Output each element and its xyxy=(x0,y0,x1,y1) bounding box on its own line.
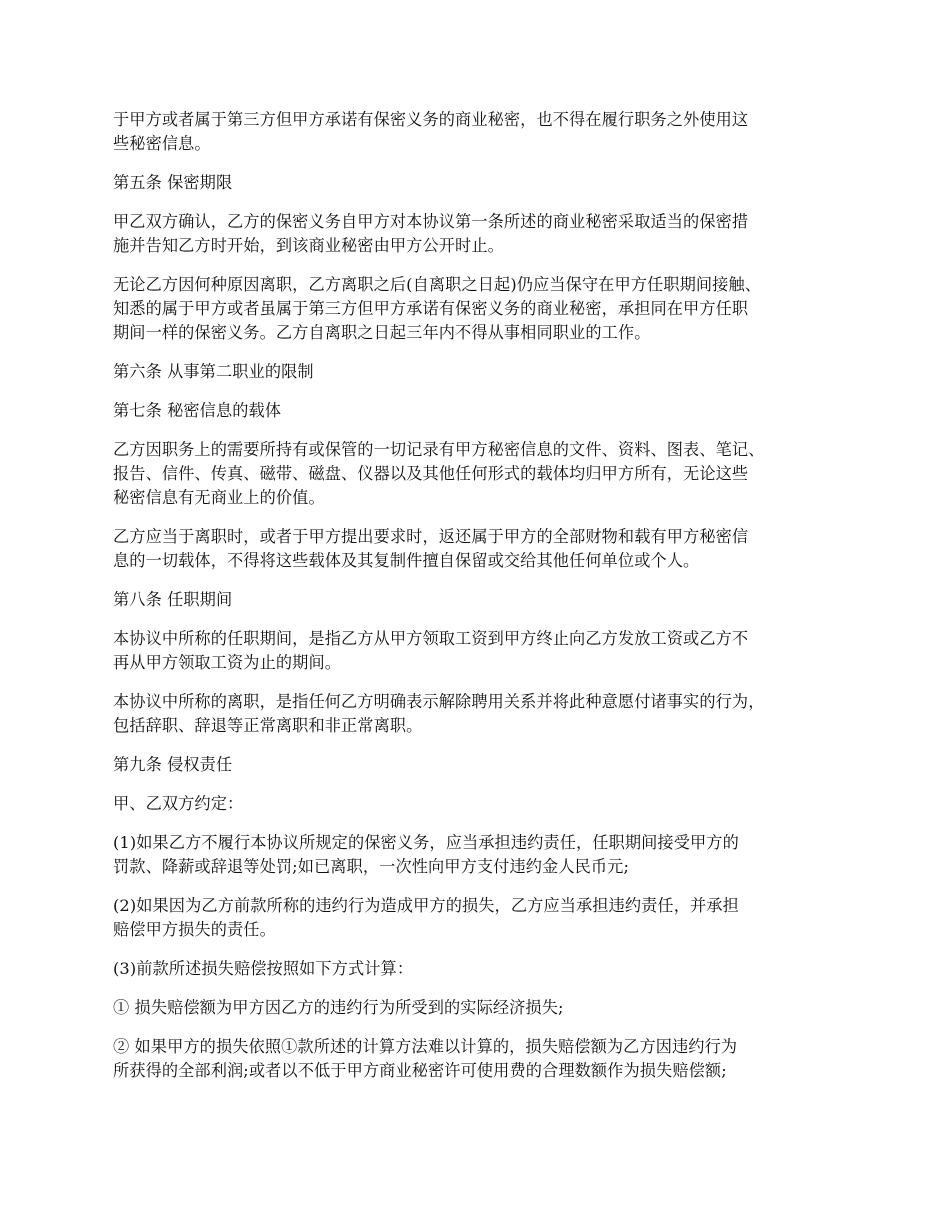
text-line: (1)如果乙方不履行本协议所规定的保密义务，应当承担违约责任，任职期间接受甲方的 xyxy=(113,833,739,852)
text-line: 第七条 秘密信息的载体 xyxy=(113,401,282,420)
sub-clause-actual-loss xyxy=(113,996,841,1020)
clause-2-loss-liability xyxy=(113,894,841,942)
text-line: 第五条 保密期限 xyxy=(113,173,233,192)
clause-3-calculation xyxy=(113,957,841,981)
paragraph-departure-definition xyxy=(113,690,841,738)
heading-article-7 xyxy=(113,399,841,423)
text-line: 包括辞职、辞退等正常离职和非正常离职。 xyxy=(113,716,423,735)
text-line: 甲乙双方确认，乙方的保密义务自甲方对本协议第一条所述的商业秘密采取适当的保密措 xyxy=(113,212,749,231)
text-line: 些秘密信息。 xyxy=(113,134,211,153)
text-line: 无论乙方因何种原因离职，乙方离职之后(自离职之日起)仍应当保守在甲方任职期间接触、 xyxy=(113,275,762,294)
heading-article-5 xyxy=(113,171,841,195)
paragraph-post-departure-duty xyxy=(113,273,841,345)
text-line: 所获得的全部利润;或者以不低于甲方商业秘密许可使用费的合理数额作为损失赔偿额; xyxy=(113,1061,727,1080)
text-line: 施并告知乙方时开始，到该商业秘密由甲方公开时止。 xyxy=(113,236,504,255)
text-line: 甲、乙双方约定： xyxy=(113,794,244,813)
text-line: (2)如果因为乙方前款所称的违约行为造成甲方的损失，乙方应当承担违约责任，并承担 xyxy=(113,896,739,915)
paragraph-confidentiality-start xyxy=(113,210,841,258)
text-line: 息的一切载体，不得将这些载体及其复制件擅自保留或交给其他任何单位或个人。 xyxy=(113,551,700,570)
heading-article-6 xyxy=(113,360,841,384)
heading-article-8 xyxy=(113,588,841,612)
text-line: 本协议中所称的离职，是指任何乙方明确表示解除聘用关系并将此种意愿付诸事实的行为， xyxy=(113,692,765,711)
text-line: 期间一样的保密义务。乙方自离职之日起三年内不得从事相同职业的工作。 xyxy=(113,323,651,342)
text-line: (3)前款所述损失赔偿按照如下方式计算： xyxy=(113,959,414,978)
paragraph-carrier-ownership xyxy=(113,438,841,510)
text-line: ① 损失赔偿额为甲方因乙方的违约行为所受到的实际经济损失; xyxy=(113,998,564,1017)
document-page xyxy=(113,108,841,1098)
paragraph-confidential-info-use xyxy=(113,108,841,156)
paragraph-term-definition xyxy=(113,627,841,675)
text-line: 秘密信息有无商业上的价值。 xyxy=(113,488,325,507)
text-line: 第九条 侵权责任 xyxy=(113,755,233,774)
text-line: 乙方应当于离职时，或者于甲方提出要求时，返还属于甲方的全部财物和载有甲方秘密信 xyxy=(113,527,749,546)
heading-article-9 xyxy=(113,753,841,777)
text-line: 本协议中所称的任职期间，是指乙方从甲方领取工资到甲方终止向乙方发放工资或乙方不 xyxy=(113,629,749,648)
text-line: ② 如果甲方的损失依照①款所述的计算方法难以计算的，损失赔偿额为乙方因违约行为 xyxy=(113,1037,738,1056)
clause-1-breach-penalty xyxy=(113,831,841,879)
text-line: 第八条 任职期间 xyxy=(113,590,233,609)
paragraph-return-property xyxy=(113,525,841,573)
text-line: 第六条 从事第二职业的限制 xyxy=(113,362,314,381)
sub-clause-profit-basis xyxy=(113,1035,841,1083)
text-line: 乙方因职务上的需要所持有或保管的一切记录有甲方秘密信息的文件、资料、图表、笔记、 xyxy=(113,440,765,459)
text-line: 罚款、降薪或辞退等处罚;如已离职，一次性向甲方支付违约金人民币元; xyxy=(113,857,630,876)
paragraph-parties-agree xyxy=(113,792,841,816)
text-line: 于甲方或者属于第三方但甲方承诺有保密义务的商业秘密，也不得在履行职务之外使用这 xyxy=(113,110,749,129)
text-line: 赔偿甲方损失的责任。 xyxy=(113,920,276,939)
text-line: 报告、信件、传真、磁带、磁盘、仪器以及其他任何形式的载体均归甲方所有，无论这些 xyxy=(113,464,749,483)
text-line: 再从甲方领取工资为止的期间。 xyxy=(113,653,342,672)
text-line: 知悉的属于甲方或者虽属于第三方但甲方承诺有保密义务的商业秘密，承担同在甲方任职 xyxy=(113,299,749,318)
